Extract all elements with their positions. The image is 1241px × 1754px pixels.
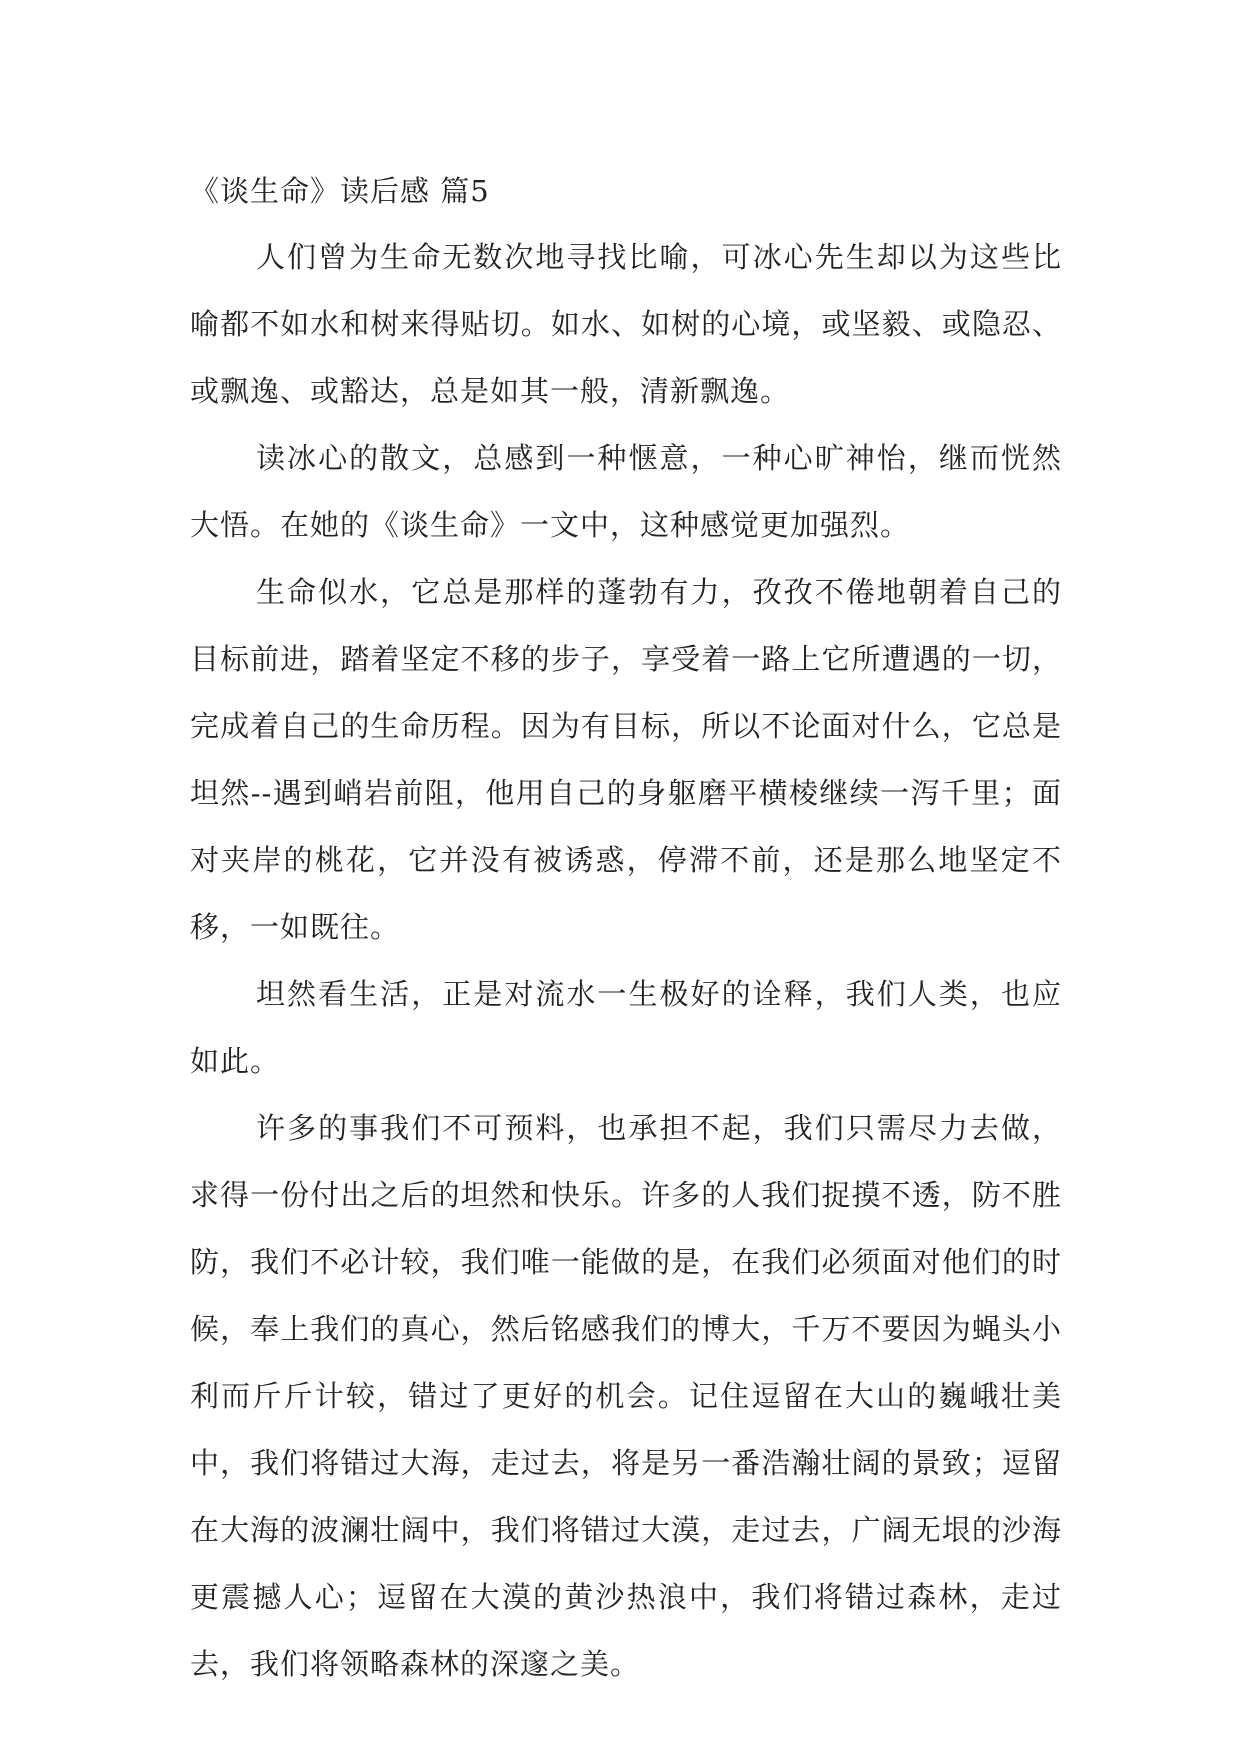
document-title: 《谈生命》读后感 篇5	[190, 174, 490, 208]
document-page	[190, 170, 1062, 1698]
paragraph-5: 许多的事我们不可预料，也承担不起，我们只需尽力去做，求得一份付出之后的坦然和快乐。许多的人我们捉摸不透，防不胜防，我们不必计较，我们唯一能做的是，在我们必须面对他们的时候，奉上我们的真心，然后铭感我们的博大，千万不要因为蝇头小利而斤斤计较，错过了更好的机会。记住逗留在大山的巍峨壮美中，我们将错过大海，走过去，将是另一番浩瀚壮阔的景致；逗留在大海的波澜壮阔中，我们将错过大漠，走过去，广阔无垠的沙海更震撼人心；逗留在大漠的黄沙热浪中，我们将错过森林，走过去，我们将领略森林的深邃之美。	[190, 1111, 1062, 1681]
paragraph-3: 生命似水，它总是那样的蓬勃有力，孜孜不倦地朝着自己的目标前进，踏着坚定不移的步子，享受着一路上它所遭遇的一切，完成着自己的生命历程。因为有目标，所以不论面对什么，它总是坦然--遇到峭岩前阻，他用自己的身躯磨平横棱继续一泻千里；面对夹岸的桃花，它并没有被诱惑，停滞不前，还是那么地坚定不移，一如既往。	[190, 575, 1062, 944]
paragraph-4: 坦然看生活，正是对流水一生极好的诠释，我们人类，也应如此。	[190, 977, 1062, 1078]
paragraph-1: 人们曾为生命无数次地寻找比喻，可冰心先生却以为这些比喻都不如水和树来得贴切。如水、如树的心境，或坚毅、或隐忍、或飘逸、或豁达，总是如其一般，清新飘逸。	[190, 240, 1062, 408]
paragraph-2: 读冰心的散文，总感到一种惬意，一种心旷神怡，继而恍然大悟。在她的《谈生命》一文中，这种感觉更加强烈。	[190, 441, 1062, 542]
